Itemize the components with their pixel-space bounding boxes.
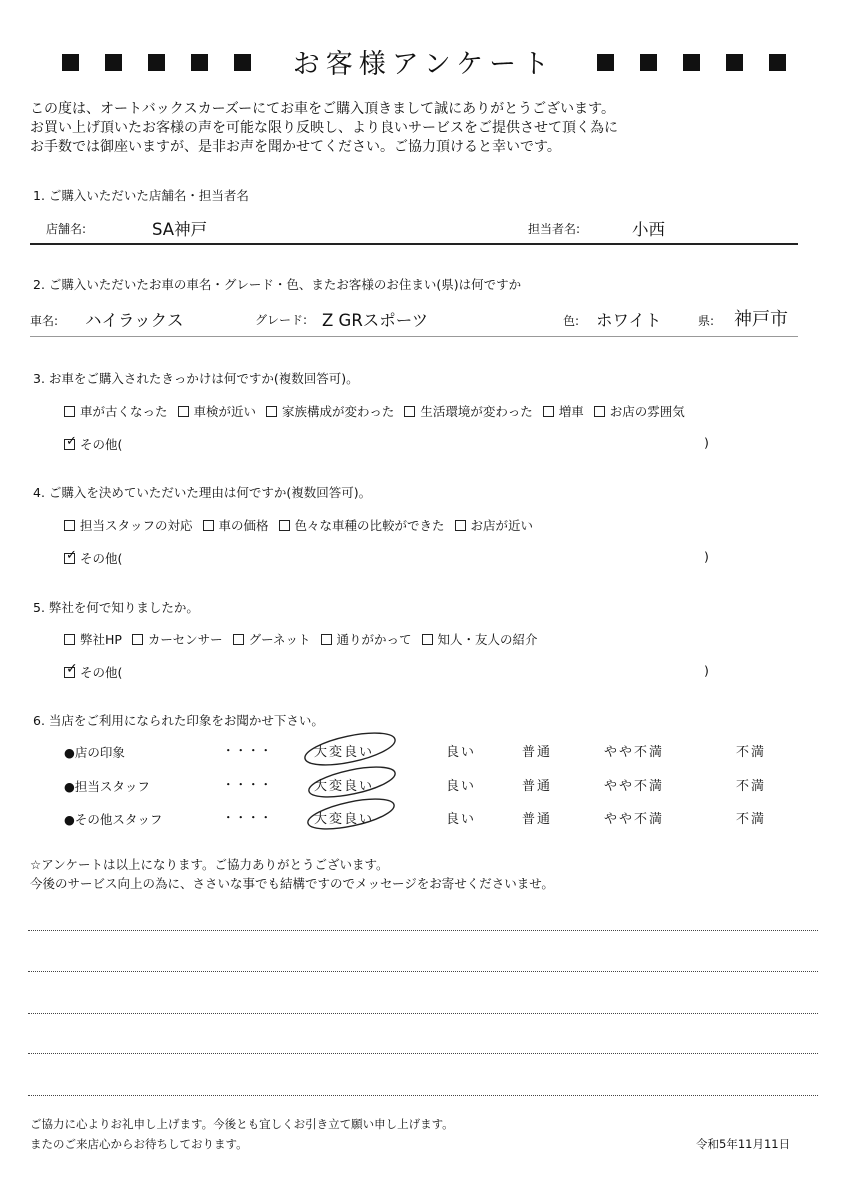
footer-line: またのご来店心からお待ちしております。 <box>30 1137 248 1151</box>
staff-label: 担当者名: <box>528 222 581 236</box>
closing-line: 今後のサービス向上の為に、ささいな事でも結構ですのでメッセージをお寄せくださいませ。 <box>30 876 554 891</box>
checkbox[interactable] <box>594 406 605 417</box>
staff-value[interactable]: 小西 <box>632 220 665 239</box>
checkbox-checked[interactable]: ✓ <box>66 434 77 449</box>
page-title-row <box>0 42 848 81</box>
checkbox[interactable] <box>279 520 290 531</box>
rating-option[interactable]: やや不満 <box>604 779 665 794</box>
rating-option[interactable]: 良い <box>446 779 477 794</box>
square-icon <box>726 54 743 71</box>
checkbox[interactable] <box>455 520 466 531</box>
rating-option[interactable]: 普通 <box>522 745 553 760</box>
rating-option[interactable]: 普通 <box>522 812 553 827</box>
rating-option[interactable]: 不満 <box>736 812 767 827</box>
checkbox[interactable] <box>266 406 277 417</box>
dots: ・・・・ <box>222 743 273 758</box>
checkbox[interactable] <box>178 406 189 417</box>
q3-option[interactable]: 生活環境が変わった <box>404 404 532 419</box>
checkbox[interactable] <box>233 634 244 645</box>
footer-date: 令和5年11月11日 <box>696 1137 791 1151</box>
selection-circle <box>305 793 396 835</box>
rating-option[interactable]: 不満 <box>736 779 767 794</box>
checkbox[interactable] <box>422 634 433 645</box>
q5-option[interactable]: 通りがかって <box>321 632 412 647</box>
q4-option[interactable]: 担当スタッフの対応 <box>64 518 193 533</box>
message-line[interactable] <box>28 971 818 972</box>
checkbox[interactable] <box>64 520 75 531</box>
color-label: 色: <box>563 314 580 328</box>
store-label: 店舗名: <box>46 222 87 236</box>
message-line[interactable] <box>28 1095 818 1096</box>
divider <box>30 336 798 337</box>
checkbox[interactable] <box>132 634 143 645</box>
store-value[interactable]: SA神戸 <box>152 220 208 239</box>
checkbox[interactable] <box>64 634 75 645</box>
paren-close: ) <box>704 549 709 564</box>
question-5: 5. 弊社を何で知りましたか。 <box>33 600 199 615</box>
selection-circle <box>306 761 397 803</box>
grade-value[interactable]: Z GRスポーツ <box>322 311 429 330</box>
q3-option[interactable]: お店の雰囲気 <box>594 404 685 419</box>
q3-option[interactable]: 車検が近い <box>178 404 257 419</box>
rating-option-selected[interactable]: 大変良い <box>314 812 375 827</box>
checkbox[interactable] <box>321 634 332 645</box>
message-line[interactable] <box>28 1053 818 1054</box>
color-value[interactable]: ホワイト <box>596 311 662 330</box>
q3-option[interactable]: 家族構成が変わった <box>266 404 394 419</box>
checkbox-checked[interactable]: ✓ <box>66 548 77 563</box>
footer-line: ご協力に心よりお礼申し上げます。今後とも宜しくお引き立て願い申し上げます。 <box>30 1117 454 1131</box>
car-value[interactable]: ハイラックス <box>85 311 184 330</box>
selection-circles <box>300 720 420 840</box>
question-6: 6. 当店をご利用になられた印象をお聞かせ下さい。 <box>33 713 324 728</box>
q5-option[interactable]: カーセンサー <box>132 632 223 647</box>
q3-option[interactable]: 車が古くなった <box>64 404 168 419</box>
question-3: 3. お車をご購入されたきっかけは何ですか(複数回答可)。 <box>33 371 359 386</box>
square-icon <box>105 54 122 71</box>
rating-option[interactable]: 不満 <box>736 745 767 760</box>
page-title: お客様アンケート <box>292 49 556 80</box>
square-icon <box>191 54 208 71</box>
square-icon <box>683 54 700 71</box>
square-icon <box>640 54 657 71</box>
question-4: 4. ご購入を決めていただいた理由は何ですか(複数回答可)。 <box>33 485 372 500</box>
rating-option-selected[interactable]: 大変良い <box>314 779 375 794</box>
q5-options <box>64 630 538 648</box>
paren-close: ) <box>704 663 709 678</box>
intro-line: この度は、オートバックスカーズーにてお車をご購入頂きまして誠にありがとうございます。 <box>30 101 616 117</box>
divider <box>30 243 798 245</box>
dots: ・・・・ <box>222 810 273 825</box>
rating-option[interactable]: 良い <box>446 745 477 760</box>
q4-option[interactable]: お店が近い <box>455 518 534 533</box>
closing-line: ☆アンケートは以上になります。ご協力ありがとうございます。 <box>30 857 389 872</box>
paren-close: ) <box>704 435 709 450</box>
checkbox[interactable] <box>404 406 415 417</box>
q3-options <box>64 402 685 420</box>
rating-option[interactable]: やや不満 <box>604 745 665 760</box>
checkbox[interactable] <box>64 406 75 417</box>
square-icon <box>148 54 165 71</box>
message-line[interactable] <box>28 930 818 931</box>
square-icon <box>597 54 614 71</box>
square-icon <box>769 54 786 71</box>
message-line[interactable] <box>28 1013 818 1014</box>
rating-label: ●担当スタッフ <box>64 779 150 794</box>
q3-other[interactable]: ✓ その他( <box>66 434 123 452</box>
q4-other[interactable]: ✓ その他( <box>66 548 123 566</box>
q5-option[interactable]: グーネット <box>233 632 311 647</box>
checkbox[interactable] <box>543 406 554 417</box>
q4-option[interactable]: 色々な車種の比較ができた <box>279 518 445 533</box>
square-icon <box>234 54 251 71</box>
checkbox[interactable] <box>203 520 214 531</box>
intro-line: お買い上げ頂いたお客様の声を可能な限り反映し、より良いサービスをご提供させて頂く為に <box>30 120 618 136</box>
rating-option[interactable]: やや不満 <box>604 812 665 827</box>
rating-option-selected[interactable]: 大変良い <box>314 745 375 760</box>
car-label: 車名: <box>30 314 59 328</box>
pref-label: 県: <box>698 314 715 328</box>
selection-circle <box>302 727 397 772</box>
q3-option[interactable]: 増車 <box>543 404 584 419</box>
rating-label: ●店の印象 <box>64 745 125 760</box>
rating-option[interactable]: 普通 <box>522 779 553 794</box>
dots: ・・・・ <box>222 777 273 792</box>
square-icon <box>62 54 79 71</box>
question-1: 1. ご購入いただいた店舗名・担当者名 <box>33 188 249 203</box>
pref-value[interactable]: 神戸市 <box>734 309 788 330</box>
q5-option[interactable]: 知人・友人の紹介 <box>422 632 538 647</box>
question-2: 2. ご購入いただいたお車の車名・グレード・色、またお客様のお住まい(県)は何ですか <box>33 277 522 292</box>
q4-options <box>64 516 533 534</box>
q5-option[interactable]: 弊社HP <box>64 632 122 647</box>
q4-option[interactable]: 車の価格 <box>203 518 269 533</box>
rating-option[interactable]: 良い <box>446 812 477 827</box>
intro-line: お手数では御座いますが、是非お声を聞かせてください。ご協力頂けると幸いです。 <box>30 139 561 155</box>
q5-other[interactable]: ✓ その他( <box>66 661 123 680</box>
grade-label: グレード: <box>255 313 308 327</box>
checkbox-checked[interactable]: ✓ <box>66 661 78 677</box>
rating-label: ●その他スタッフ <box>64 812 163 827</box>
